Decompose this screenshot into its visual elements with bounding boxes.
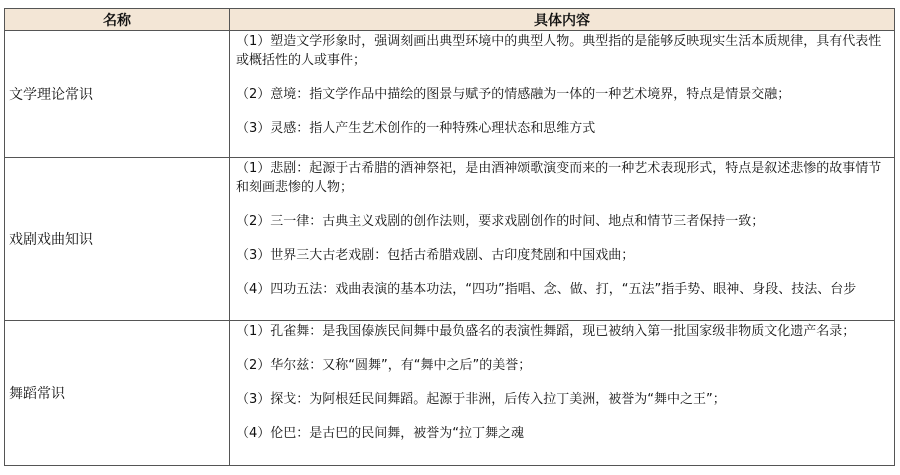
list-item: （4）四功五法：戏曲表演的基本功法，“四功”指唱、念、做、打，“五法”指手势、眼神、身段、技法、台步 [236, 282, 857, 297]
table-row-drama [5, 158, 895, 321]
list-item: （2）意境：指文学作品中描绘的图景与赋予的情感融为一体的一种艺术境界，特点是情景交融； [236, 87, 791, 102]
list-item: （2）华尔兹：又称“圆舞”，有“舞中之后”的美誉； [236, 358, 532, 373]
row-name: 舞蹈常识 [5, 321, 230, 466]
header-content: 具体内容 [230, 9, 895, 31]
row-name: 戏剧戏曲知识 [5, 158, 230, 321]
row-content [230, 31, 895, 158]
list-item: （1）孔雀舞：是我国傣族民间舞中最负盛名的表演性舞蹈，现已被纳入第一批国家级非物质文化遗产名录； [236, 324, 856, 339]
list-item: （3）灵感：指人产生艺术创作的一种特殊心理状态和思维方式 [236, 121, 596, 136]
table-body [5, 31, 895, 466]
row-content [230, 158, 895, 321]
knowledge-table [4, 8, 895, 466]
list-item: （1）悲剧：起源于古希腊的酒神祭祀，是由酒神颂歌演变而来的一种艺术表现形式，特点是叙述悲惨的故事情节和刻画悲惨的人物； [236, 161, 882, 195]
row-name: 文学理论常识 [5, 31, 230, 158]
list-item: （3）探戈：为阿根廷民间舞蹈。起源于非洲，后传入拉丁美洲，被誉为“舞中之王”； [236, 392, 726, 407]
table-row-literary-theory [5, 31, 895, 158]
list-item: （2）三一律：古典主义戏剧的创作法则，要求戏剧创作的时间、地点和情节三者保持一致； [236, 214, 765, 229]
list-item: （3）世界三大古老戏剧：包括古希腊戏剧、古印度梵剧和中国戏曲； [236, 248, 635, 263]
table-header [5, 9, 895, 31]
header-name: 名称 [5, 9, 230, 31]
table-row-dance [5, 321, 895, 466]
header-row [5, 9, 895, 31]
list-item: （1）塑造文学形象时，强调刻画出典型环境中的典型人物。典型指的是能够反映现实生活本质规律，具有代表性或概括性的人或事件； [236, 34, 882, 68]
row-content [230, 321, 895, 466]
list-item: （4）伦巴：是古巴的民间舞，被誉为“拉丁舞之魂 [236, 426, 525, 441]
